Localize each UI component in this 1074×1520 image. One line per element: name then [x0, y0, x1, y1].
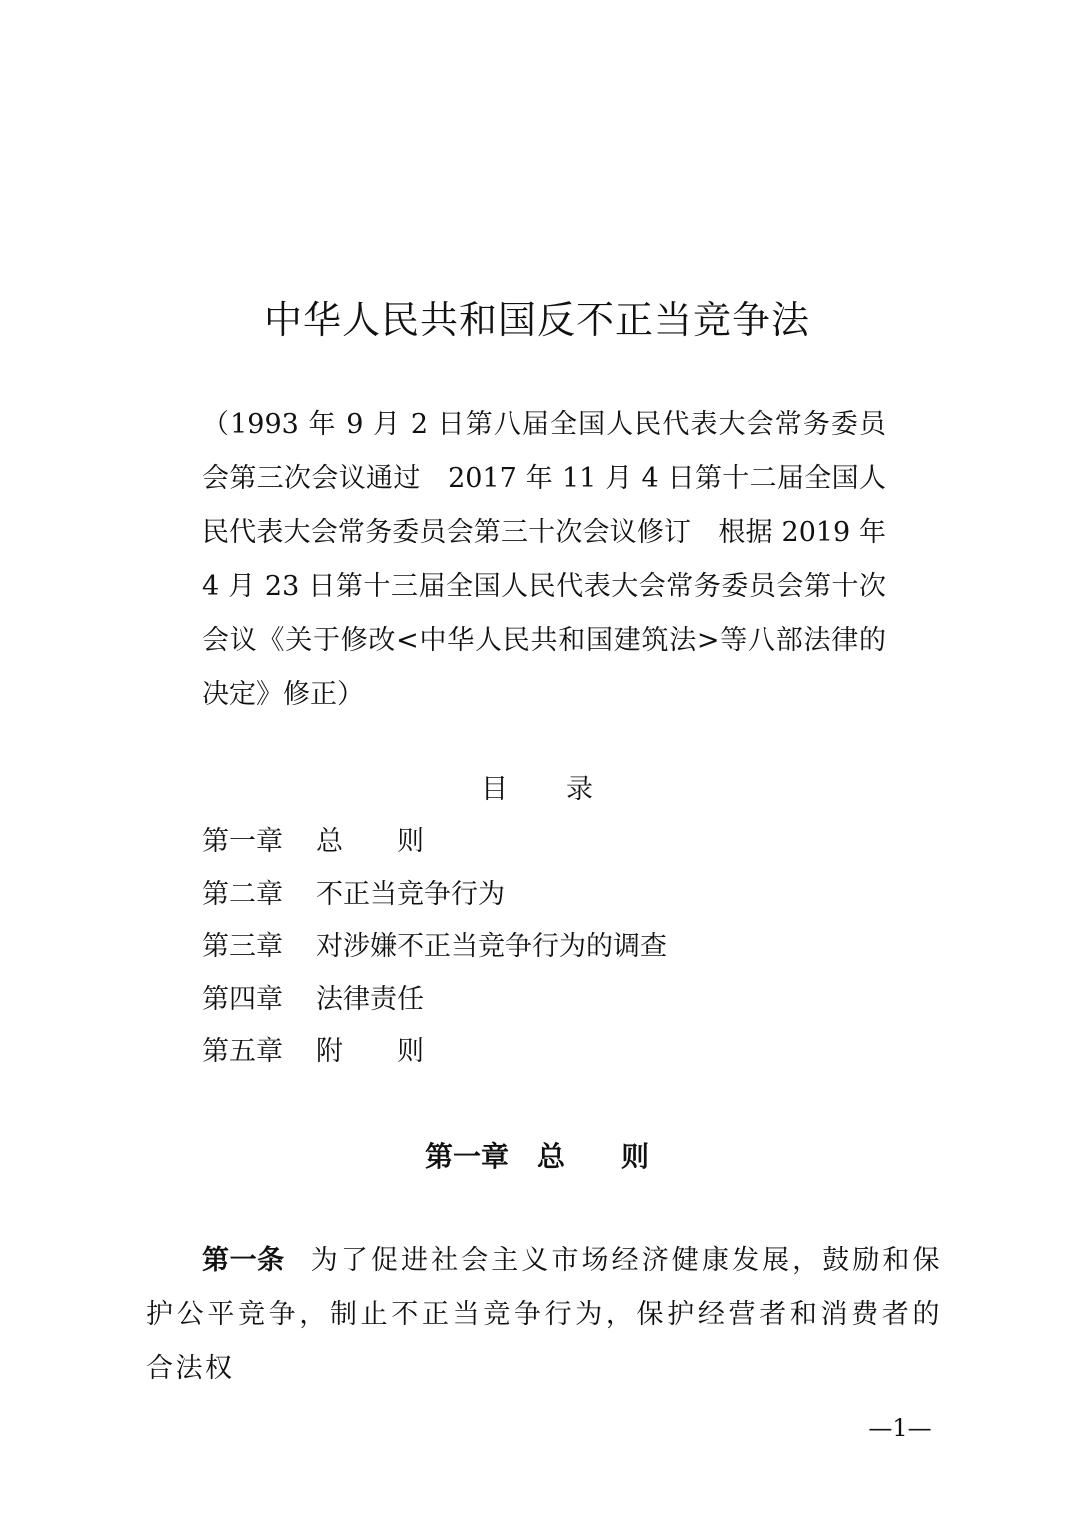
toc-chapter-name: 法律责任 [316, 983, 424, 1015]
toc-heading [0, 764, 1074, 816]
toc-chapter-name: 总 则 [316, 826, 424, 857]
article-label: 第一条 [202, 1245, 285, 1276]
table-of-contents [202, 816, 902, 1079]
toc-chapter-number: 第二章 [202, 878, 283, 910]
toc-item [202, 816, 902, 869]
chapter-name: 总 则 [537, 1140, 650, 1173]
toc-item [202, 921, 902, 974]
toc-heading-left: 目 [481, 774, 508, 805]
toc-chapter-number: 第五章 [202, 1036, 283, 1067]
chapter-number: 第一章 [424, 1140, 509, 1173]
article-paragraph [146, 1234, 942, 1396]
toc-item [202, 974, 902, 1027]
toc-chapter-number: 第四章 [202, 983, 283, 1015]
chapter-heading [0, 1130, 1074, 1184]
enactment-note: （1993 年 9 月 2 日第八届全国人民代表大会常务委员会第三次会议通过 2017 年 11 月 4 日第十二届全国人民代表大会常务委员会第三十次会议修订 根据 2019 年 4 月 23 日第十三届全国人民代表大会常务委员会第十次会议《关于修改<中华人民共和国建筑法>等八部法律的决定》修正） [202, 409, 886, 710]
toc-chapter-name: 对涉嫌不正当竞争行为的调查 [316, 931, 667, 962]
article-text: 为了促进社会主义市场经济健康发展，鼓励和保护公平竞争，制止不正当竞争行为，保护经营者和消费者的合法权 [146, 1245, 943, 1384]
toc-chapter-number: 第一章 [202, 826, 283, 857]
document-title: 中华人民共和国反不正当竞争法 [263, 298, 810, 342]
toc-chapter-name: 不正当竞争行为 [316, 878, 505, 910]
toc-item [202, 1026, 902, 1079]
toc-heading-right: 录 [566, 774, 593, 805]
toc-chapter-name: 附 则 [316, 1036, 424, 1067]
toc-item [202, 869, 902, 922]
page-number: —1— [868, 1414, 932, 1442]
toc-chapter-number: 第三章 [202, 931, 283, 962]
